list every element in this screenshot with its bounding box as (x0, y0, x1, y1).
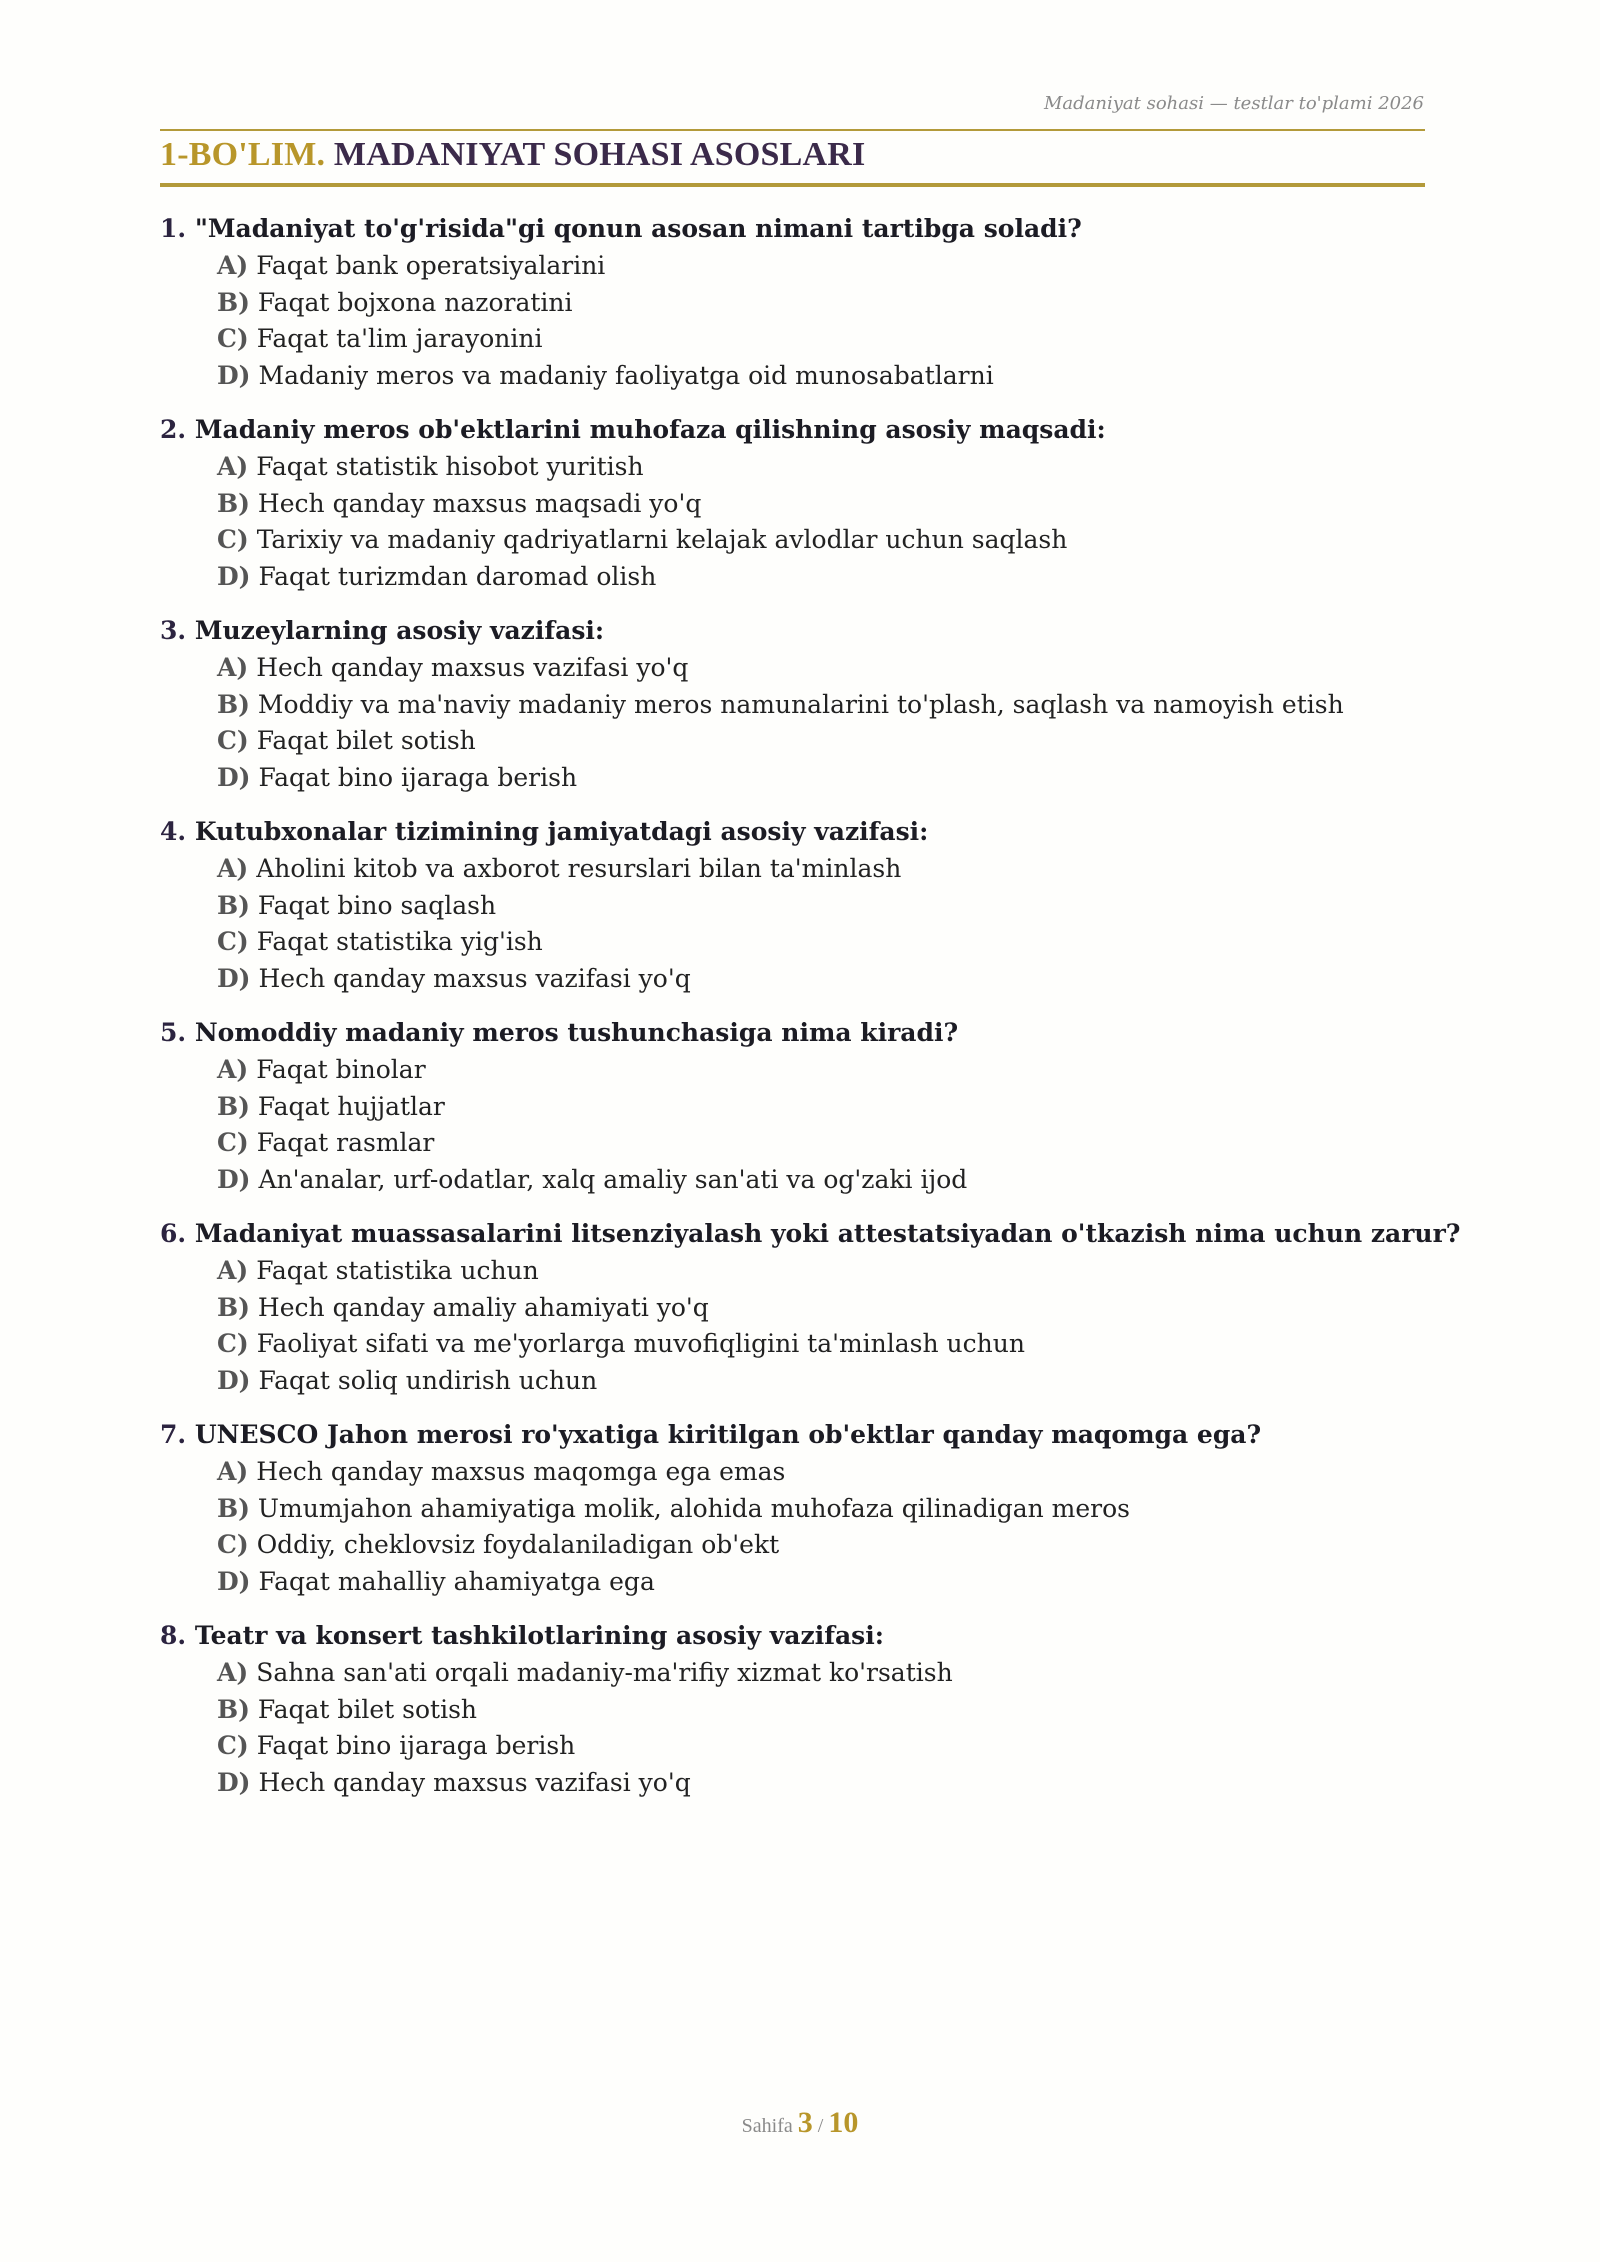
answer-option (217, 486, 1440, 523)
answer-option (217, 248, 1440, 285)
option-text: Faqat bino ijaraga berish (256, 1731, 576, 1760)
option-letter: C) (217, 927, 249, 956)
option-text: Sahna san'ati orqali madaniy-ma'rifiy xizmat ko'rsatish (256, 1658, 953, 1687)
answer-option (217, 559, 1440, 596)
option-text: Faqat bank operatsiyalarini (256, 251, 606, 280)
question-text (160, 612, 1440, 650)
option-text: An'analar, urf-odatlar, xalq amaliy san'ati va og'zaki ijod (258, 1164, 968, 1194)
option-letter: D) (217, 1164, 251, 1194)
option-text: Umumjahon ahamiyatiga molik, alohida muhofaza qilinadigan meros (257, 1493, 1131, 1523)
option-text: Faqat statistika yig'ish (256, 927, 543, 956)
answer-option (217, 1765, 1440, 1802)
answer-options (217, 1253, 1440, 1399)
answer-option (217, 1162, 1440, 1199)
answer-option (217, 687, 1440, 724)
option-letter: D) (217, 963, 251, 993)
option-letter: B) (217, 1694, 250, 1724)
page-footer (0, 2106, 1600, 2140)
section-title: MADANIYAT SOHASI ASOSLARI (333, 136, 866, 173)
answer-option (217, 1564, 1440, 1601)
option-letter: A) (217, 452, 249, 481)
header-rule-top (160, 129, 1425, 131)
question-number: 7. (160, 1420, 187, 1449)
option-text: Hech qanday maxsus maqsadi yo'q (257, 488, 702, 518)
page-label: Sahifa (741, 2115, 793, 2137)
question-number: 1. (160, 214, 187, 243)
option-text: Faoliyat sifati va me'yorlarga muvofiqligini ta'minlash uchun (256, 1329, 1025, 1358)
question-number: 2. (160, 415, 187, 444)
answer-option (217, 358, 1440, 395)
answer-options (217, 1052, 1440, 1198)
answer-option (217, 723, 1440, 760)
answer-option (217, 1089, 1440, 1126)
question-item (160, 1014, 1440, 1198)
option-letter: B) (217, 890, 250, 920)
option-text: Faqat rasmlar (256, 1128, 435, 1157)
option-letter: C) (217, 1128, 249, 1157)
question-number: 6. (160, 1219, 187, 1248)
option-letter: C) (217, 525, 249, 554)
answer-option (217, 1655, 1440, 1692)
answer-options (217, 650, 1440, 796)
question-number: 3. (160, 616, 187, 645)
option-letter: B) (217, 287, 250, 317)
option-text: Faqat soliq undirish uchun (258, 1365, 598, 1395)
question-list (160, 210, 1461, 1818)
question-text (160, 813, 1440, 851)
header-rule-bottom (160, 183, 1425, 187)
answer-option (217, 1052, 1440, 1089)
option-text: Faqat mahalliy ahamiyatga ega (258, 1566, 655, 1596)
option-text: Faqat binolar (256, 1055, 426, 1084)
option-letter: A) (217, 1658, 249, 1687)
question-label: "Madaniyat to'g'risida"gi qonun asosan nimani tartibga soladi? (194, 214, 1082, 243)
answer-option (217, 888, 1440, 925)
answer-option (217, 924, 1440, 961)
answer-option (217, 1125, 1440, 1162)
option-text: Hech qanday maxsus vazifasi yo'q (258, 963, 691, 993)
answer-option (217, 449, 1440, 486)
question-number: 4. (160, 817, 187, 846)
question-text (160, 1215, 1461, 1253)
option-text: Hech qanday maxsus maqomga ega emas (256, 1457, 786, 1486)
option-letter: B) (217, 488, 250, 518)
option-text: Faqat statistika uchun (256, 1256, 539, 1285)
answer-option (217, 1363, 1440, 1400)
running-header: Madaniyat sohasi — testlar to'plami 2026 (1043, 93, 1424, 114)
option-letter: D) (217, 561, 251, 591)
answer-options (217, 248, 1440, 394)
option-letter: A) (217, 1256, 249, 1285)
section-heading (160, 136, 865, 174)
question-label: Muzeylarning asosiy vazifasi: (194, 616, 605, 645)
option-text: Faqat ta'lim jarayonini (256, 324, 543, 353)
question-label: Teatr va konsert tashkilotlarining asosiy vazifasi: (194, 1621, 884, 1650)
question-text (160, 1617, 1440, 1655)
answer-option (217, 1290, 1440, 1327)
question-number: 5. (160, 1018, 187, 1047)
question-label: Madaniyat muassasalarini litsenziyalash yoki attestatsiyadan o'tkazish nima uchun zarur? (194, 1219, 1461, 1248)
answer-option (217, 1527, 1440, 1564)
question-item (160, 210, 1440, 394)
question-item (160, 1617, 1440, 1801)
option-text: Hech qanday maxsus vazifasi yo'q (258, 1767, 691, 1797)
option-text: Faqat bojxona nazoratini (257, 287, 573, 317)
option-letter: C) (217, 1329, 249, 1358)
answer-option (217, 321, 1440, 358)
option-letter: D) (217, 1365, 251, 1395)
question-text (160, 210, 1440, 248)
answer-options (217, 449, 1440, 595)
option-letter: B) (217, 1091, 250, 1121)
answer-option (217, 650, 1440, 687)
answer-option (217, 1728, 1440, 1765)
section-number: 1-BO'LIM. (160, 136, 326, 173)
option-letter: A) (217, 251, 249, 280)
question-label: UNESCO Jahon merosi ro'yxatiga kiritilgan ob'ektlar qanday maqomga ega? (194, 1420, 1262, 1449)
option-text: Madaniy meros va madaniy faoliyatga oid munosabatlarni (258, 360, 994, 390)
option-text: Hech qanday amaliy ahamiyati yo'q (257, 1292, 709, 1322)
option-text: Aholini kitob va axborot resurslari bilan ta'minlash (256, 854, 902, 883)
option-letter: C) (217, 324, 249, 353)
option-text: Faqat statistik hisobot yuritish (256, 452, 644, 481)
answer-option (217, 1692, 1440, 1729)
question-label: Madaniy meros ob'ektlarini muhofaza qilishning asosiy maqsadi: (194, 415, 1106, 444)
question-item (160, 1416, 1440, 1600)
option-text: Faqat bilet sotish (257, 1694, 478, 1724)
question-label: Nomoddiy madaniy meros tushunchasiga nima kiradi? (194, 1018, 959, 1047)
question-text (160, 1014, 1440, 1052)
answer-option (217, 285, 1440, 322)
question-text (160, 1416, 1440, 1454)
option-letter: C) (217, 726, 249, 755)
answer-option (217, 1491, 1440, 1528)
question-item (160, 813, 1440, 997)
answer-option (217, 1454, 1440, 1491)
option-text: Faqat hujjatlar (257, 1091, 445, 1121)
answer-option (217, 1326, 1440, 1363)
answer-options (217, 1655, 1440, 1801)
option-letter: A) (217, 1055, 249, 1084)
answer-option (217, 851, 1440, 888)
option-letter: C) (217, 1530, 249, 1559)
question-text (160, 411, 1440, 449)
option-letter: B) (217, 1493, 250, 1523)
option-text: Faqat bilet sotish (256, 726, 476, 755)
total-pages-number: 10 (828, 2106, 859, 2139)
current-page-number: 3 (797, 2106, 813, 2139)
option-text: Moddiy va ma'naviy madaniy meros namunalarini to'plash, saqlash va namoyish etish (257, 689, 1344, 719)
option-text: Hech qanday maxsus vazifasi yo'q (256, 653, 689, 682)
page-separator: / (817, 2115, 824, 2137)
answer-option (217, 961, 1440, 998)
option-letter: C) (217, 1731, 249, 1760)
answer-option (217, 1253, 1440, 1290)
question-number: 8. (160, 1621, 187, 1650)
question-item (160, 1215, 1461, 1399)
option-text: Tarixiy va madaniy qadriyatlarni kelajak avlodlar uchun saqlash (256, 525, 1068, 554)
option-text: Oddiy, cheklovsiz foydalaniladigan ob'ekt (256, 1530, 780, 1559)
answer-options (217, 1454, 1440, 1600)
option-letter: D) (217, 762, 251, 792)
answer-option (217, 522, 1440, 559)
answer-options (217, 851, 1440, 997)
option-letter: B) (217, 689, 250, 719)
option-text: Faqat bino saqlash (257, 890, 497, 920)
option-text: Faqat bino ijaraga berish (258, 762, 578, 792)
answer-option (217, 760, 1440, 797)
option-letter: D) (217, 1566, 251, 1596)
option-letter: A) (217, 1457, 249, 1486)
option-letter: D) (217, 360, 251, 390)
option-text: Faqat turizmdan daromad olish (258, 561, 657, 591)
option-letter: A) (217, 653, 249, 682)
question-label: Kutubxonalar tizimining jamiyatdagi asosiy vazifasi: (194, 817, 929, 846)
option-letter: D) (217, 1767, 251, 1797)
option-letter: A) (217, 854, 249, 883)
option-letter: B) (217, 1292, 250, 1322)
question-item (160, 411, 1440, 595)
question-item (160, 612, 1440, 796)
